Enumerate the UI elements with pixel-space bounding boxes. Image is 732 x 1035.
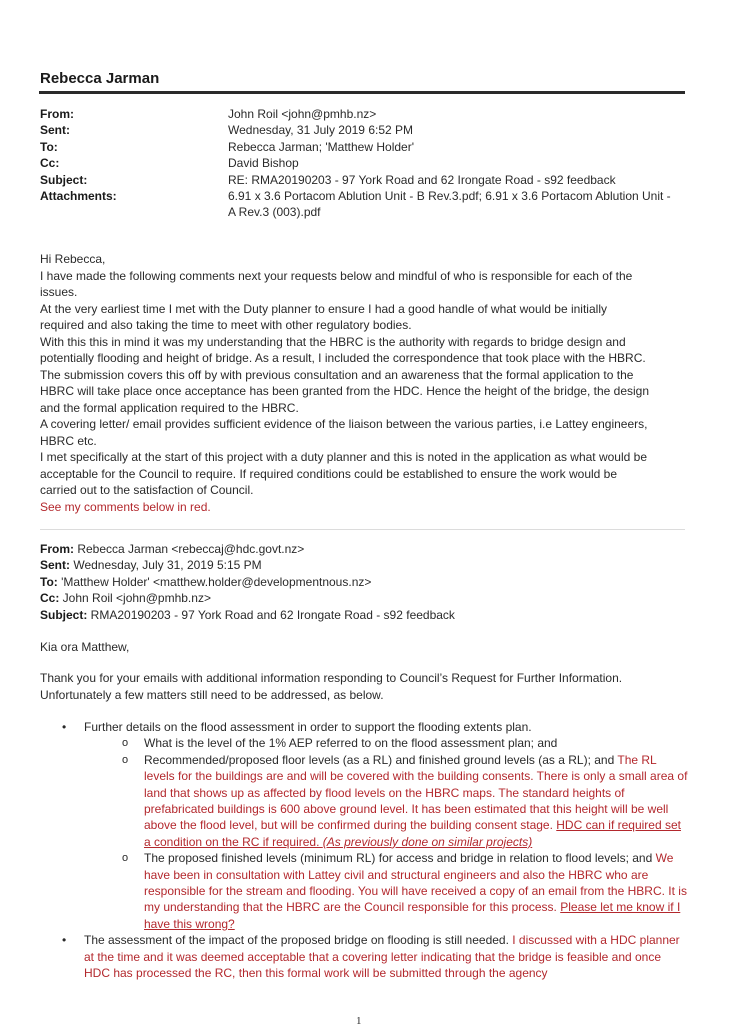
- orig-subject-value: RMA20190203 - 97 York Road and 62 Irongate Road - s92 feedback: [87, 607, 455, 622]
- red-response-italic: (As previously done on similar projects): [322, 834, 533, 849]
- header-row-to: [40, 139, 690, 155]
- item-text: Further details on the flood assessment in order to support the flooding extents plan.: [84, 720, 532, 734]
- bullet-icon: •: [62, 933, 67, 948]
- reply-line: With this this in mind it was my understanding that the HBRC is the authority with regards to bridge design and: [40, 334, 626, 349]
- header-row-sent: [40, 122, 690, 138]
- reply-line: HBRC will take place once acceptance has been granted from the HDC. Hence the height of the bridge, the design: [40, 384, 650, 398]
- original-intro: [40, 670, 690, 703]
- email-header: [40, 106, 690, 221]
- sub-list-item: [40, 735, 690, 751]
- item-text: What is the level of the 1% AEP referred to on the flood assessment plan; and: [144, 736, 558, 751]
- orig-cc-line: [40, 590, 690, 606]
- reply-line: The submission covers this off by with previous consultation and an awareness that the formal application to the: [40, 367, 634, 382]
- reply-line: acceptable for the Council to require. If required conditions could be established to ensure the work would be: [40, 466, 618, 481]
- orig-sent-label: Sent:: [40, 558, 70, 573]
- red-response-underlined: Please let me know if I have this wrong?: [144, 900, 681, 931]
- red-response-underlined: HDC can if required set a condition on the RC if required.: [144, 818, 681, 849]
- original-message-header: [40, 541, 690, 623]
- orig-sent-line: [40, 557, 690, 573]
- list-item: [40, 932, 690, 981]
- header-row-attachments: [40, 188, 690, 221]
- orig-from-line: [40, 541, 690, 557]
- attachment-line-1: 6.91 x 3.6 Portacom Ablution Unit - B Rev.3.pdf; 6.91 x 3.6 Portacom Ablution Unit -: [228, 189, 671, 204]
- bullet-icon: •: [62, 720, 67, 734]
- orig-from-value: Rebecca Jarman <rebeccaj@hdc.govt.nz>: [74, 542, 305, 556]
- item-text: Recommended/proposed floor levels (as a RL) and finished ground levels (as a RL); and: [144, 752, 618, 767]
- from-value: John Roil <john@pmhb.nz>: [228, 107, 377, 121]
- red-comment-note: See my comments below in red.: [40, 499, 211, 514]
- cc-label: Cc:: [40, 156, 60, 171]
- item-text: The assessment of the impact of the proposed bridge on flooding is still needed.: [84, 933, 513, 948]
- intro-line: Unfortunately a few matters still need to be addressed, as below.: [40, 687, 384, 702]
- reply-greeting: Hi Rebecca,: [40, 252, 106, 266]
- to-label: To:: [40, 139, 58, 154]
- red-response: The RL levels for the buildings are and will be covered with the building consents. There is only a small area of land that shows up as affected by flood levels on the HBRC maps. The standard heights of prefabricated buildings is 600 above ground level. It has been estimated that this height will be well above the flood level, but will be confirmed during the building consent stage.: [144, 752, 688, 833]
- from-label: From:: [40, 107, 74, 121]
- sub-bullet-icon: o: [122, 737, 129, 750]
- to-value: Rebecca Jarman; 'Matthew Holder': [228, 139, 414, 154]
- subject-label: Subject:: [40, 172, 88, 187]
- subject-value: RE: RMA20190203 - 97 York Road and 62 Irongate Road - s92 feedback: [228, 172, 616, 187]
- list-item: [40, 719, 690, 735]
- sent-label: Sent:: [40, 123, 70, 138]
- orig-to-line: [40, 574, 690, 590]
- orig-cc-label: Cc:: [40, 591, 60, 606]
- reply-line: I met specifically at the start of this project with a duty planner and this is noted in the application as what would be: [40, 450, 648, 464]
- sub-bullet-icon: o: [122, 753, 129, 766]
- reply-line: required and also taking the time to meet with other regulatory bodies.: [40, 318, 412, 332]
- reply-line: potentially flooding and height of bridge. As a result, I included the correspondence that took place with the HBRC.: [40, 351, 646, 365]
- reply-line: carried out to the satisfaction of Council.: [40, 483, 254, 497]
- reply-line: and the formal application required to the HBRC.: [40, 400, 299, 415]
- cc-value: David Bishop: [228, 156, 299, 171]
- header-divider: [39, 91, 685, 94]
- red-response: I discussed with a HDC planner at the time and it was deemed acceptable that a covering letter indicating that the bridge is feasible and once HDC has processed the RC, then this formal work will be submitted through the agency: [84, 933, 680, 981]
- orig-subject-label: Subject:: [40, 607, 88, 622]
- orig-subject-line: [40, 607, 690, 623]
- sub-list-item: [40, 850, 690, 932]
- original-greeting: Kia ora Matthew,: [40, 640, 130, 654]
- orig-cc-value: John Roil <john@pmhb.nz>: [59, 591, 211, 606]
- reply-line: HBRC etc.: [40, 433, 97, 448]
- reply-line: At the very earliest time I met with the Duty planner to ensure I had a good handle of what would be initially: [40, 301, 607, 316]
- header-row-cc: [40, 155, 690, 171]
- intro-line: Thank you for your emails with additional information responding to Council’s Request for Further Information.: [40, 671, 623, 685]
- message-divider: [40, 529, 685, 530]
- attachments-value: [228, 188, 690, 221]
- header-row-from: [40, 106, 690, 122]
- attachments-label: Attachments:: [40, 189, 117, 204]
- orig-sent-value: Wednesday, July 31, 2019 5:15 PM: [70, 558, 262, 573]
- reply-line: I have made the following comments next your requests below and mindful of who is responsible for each of the: [40, 268, 633, 283]
- red-response: We have been in consultation with Lattey civil and structural engineers and also the HBRC who are responsible for the stream and flooding. You will have received a copy of an email from the HBRC. It is my understanding that the HBRC are the Council responsible for this process.: [144, 851, 687, 915]
- reply-body: [40, 251, 690, 515]
- reply-line: A covering letter/ email provides sufficient evidence of the liaison between the various parties, i.e Lattey engineers,: [40, 417, 648, 431]
- header-row-subject: [40, 172, 690, 188]
- orig-to-label: To:: [40, 574, 58, 589]
- orig-from-label: From:: [40, 542, 74, 556]
- sub-bullet-icon: o: [122, 852, 129, 865]
- sent-value: Wednesday, 31 July 2019 6:52 PM: [228, 123, 414, 138]
- sender-name: Rebecca Jarman: [40, 70, 160, 87]
- page-number: 1: [356, 1015, 362, 1027]
- item-text: The proposed finished levels (minimum RL) for access and bridge in relation to flood levels; and: [144, 851, 656, 866]
- attachment-line-2: A Rev.3 (003).pdf: [228, 205, 321, 220]
- orig-to-value: 'Matthew Holder' <matthew.holder@developmentnous.nz>: [57, 574, 372, 589]
- request-list: [40, 719, 690, 982]
- reply-line: issues.: [40, 285, 78, 299]
- sub-list-item: [40, 752, 690, 850]
